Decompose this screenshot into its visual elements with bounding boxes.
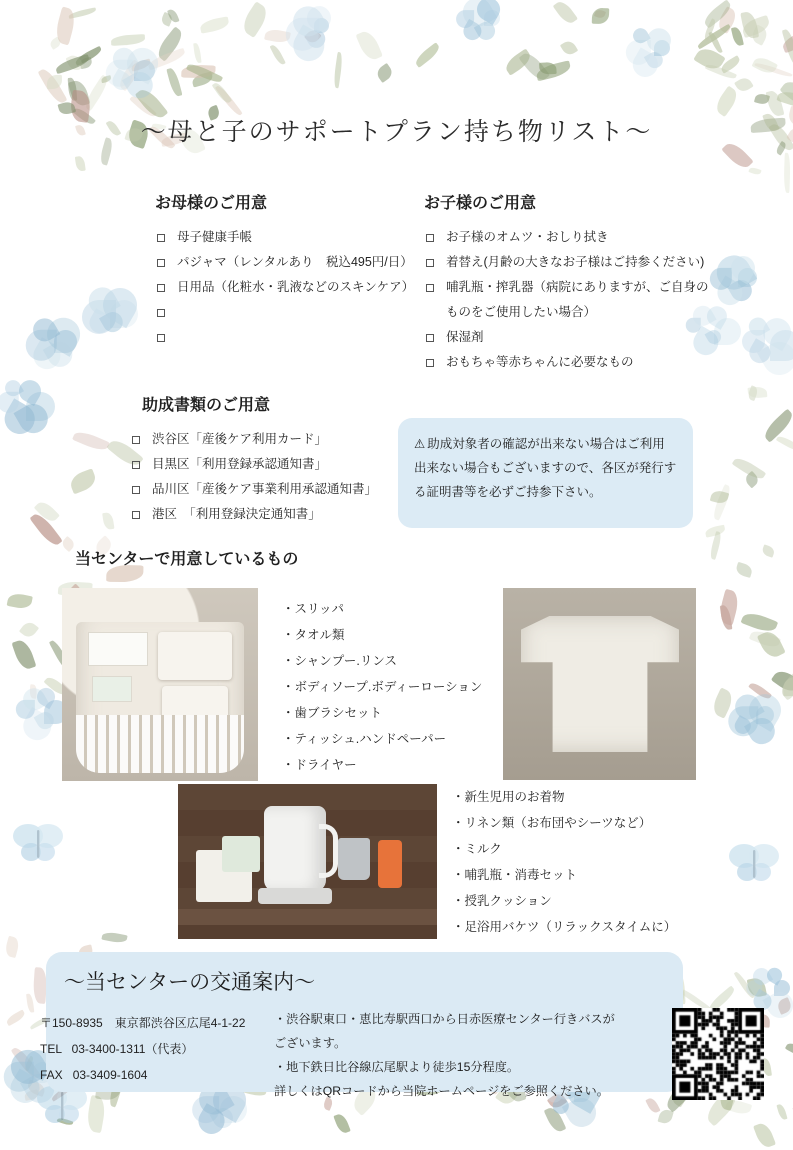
list-item: 目黒区「利用登録承認通知書」	[130, 454, 420, 475]
list-item: 渋谷区「産後ケア利用カード」	[130, 429, 420, 450]
center-amenity-list	[282, 596, 512, 778]
list-item: ・リネン類（お布団やシーツなど）	[452, 816, 652, 830]
list-item: ・ティッシュ.ハンドペーパー	[282, 732, 447, 746]
list-item: ・新生児用のお着物	[452, 790, 565, 804]
tel-number: 03-3400-1311（代表）	[71, 1042, 194, 1056]
list-item: 哺乳瓶・搾乳器（病院にありますが、ご自身の	[424, 277, 724, 298]
list-item: 品川区「産後ケア事業利用承認通知書」	[130, 479, 420, 500]
list-item: ・ボディソープ.ボディーローション	[282, 680, 483, 694]
access-directions	[274, 1007, 664, 1103]
subsidy-list	[130, 429, 420, 525]
section-center-heading: 当センターで用意しているもの	[75, 551, 299, 568]
list-item: ・哺乳瓶・消毒セット	[452, 868, 578, 882]
section-child-heading: お子様のご用意	[424, 195, 537, 212]
section-subsidy	[130, 392, 420, 529]
list-item: ・シャンプー.リンス	[282, 654, 397, 668]
list-item: お子様のオムツ・おしり拭き	[424, 227, 724, 248]
photo-shelf-kettle	[178, 784, 437, 939]
list-item: ・タオル類	[282, 628, 345, 642]
warning-icon: ⚠	[414, 437, 426, 451]
section-mother	[155, 190, 415, 352]
postal-address: 〒150-8935 東京都渋谷区広尾4-1-22	[40, 1016, 246, 1030]
list-item: 母子健康手帳	[155, 227, 415, 248]
list-item: 保湿剤	[424, 327, 724, 348]
list-item: ・授乳クッション	[452, 894, 552, 908]
fax-number: 03-3409-1604	[72, 1068, 148, 1082]
list-item: ・ミルク	[452, 842, 502, 856]
mother-list	[155, 227, 415, 348]
center-baby-list	[452, 784, 722, 940]
photo-amenity-basket	[62, 588, 258, 781]
section-mother-heading: お母様のご用意	[155, 195, 268, 212]
direction-line: ございます。	[274, 1036, 347, 1050]
list-item: ・歯ブラシセット	[282, 706, 383, 720]
list-item-continuation: ものをご使用したい場合）	[446, 305, 597, 319]
fax-label: FAX	[40, 1068, 63, 1082]
list-item: 着替え(月齢の大きなお子様はご持参ください)	[424, 252, 724, 273]
child-list	[424, 227, 724, 373]
direction-line: ・渋谷駅東口・恵比寿駅西口から日赤医療センター行きバスが	[274, 1012, 615, 1026]
tel-label: TEL	[40, 1042, 62, 1056]
list-item: パジャマ（レンタルあり 税込495円/日）	[155, 252, 415, 273]
direction-line: 詳しくはQRコードから当院ホームページをご参照ください。	[274, 1084, 609, 1098]
direction-line: ・地下鉄日比谷線広尾駅より徒歩15分程度。	[274, 1060, 520, 1074]
qr-code[interactable]	[672, 1008, 764, 1100]
list-item: ・ドライヤー	[282, 758, 357, 772]
list-item: ・スリッパ	[282, 602, 345, 616]
list-item	[155, 327, 415, 348]
list-item: 日用品（化粧水・乳液などのスキンケア）	[155, 277, 415, 298]
subsidy-note-text: 助成対象者の確認が出来ない場合はご利用出来ない場合もございますので、各区が発行する証明書等を必ずご持参下さい。	[414, 437, 677, 499]
access-heading: 〜当センターの交通案内〜	[64, 970, 316, 994]
page-title: 〜母と子のサポートプラン持ち物リスト〜	[140, 117, 653, 146]
list-item	[155, 302, 415, 323]
access-contact	[40, 1010, 290, 1088]
section-subsidy-heading: 助成書類のご用意	[142, 397, 271, 414]
photo-hospital-gown	[503, 588, 696, 780]
list-item: おもちゃ等赤ちゃんに必要なもの	[424, 352, 724, 373]
section-child	[424, 190, 724, 377]
subsidy-note	[398, 418, 693, 528]
list-item: 港区 「利用登録決定通知書」	[130, 504, 420, 525]
list-item: ・足浴用バケツ（リラックスタイムに）	[452, 920, 677, 934]
